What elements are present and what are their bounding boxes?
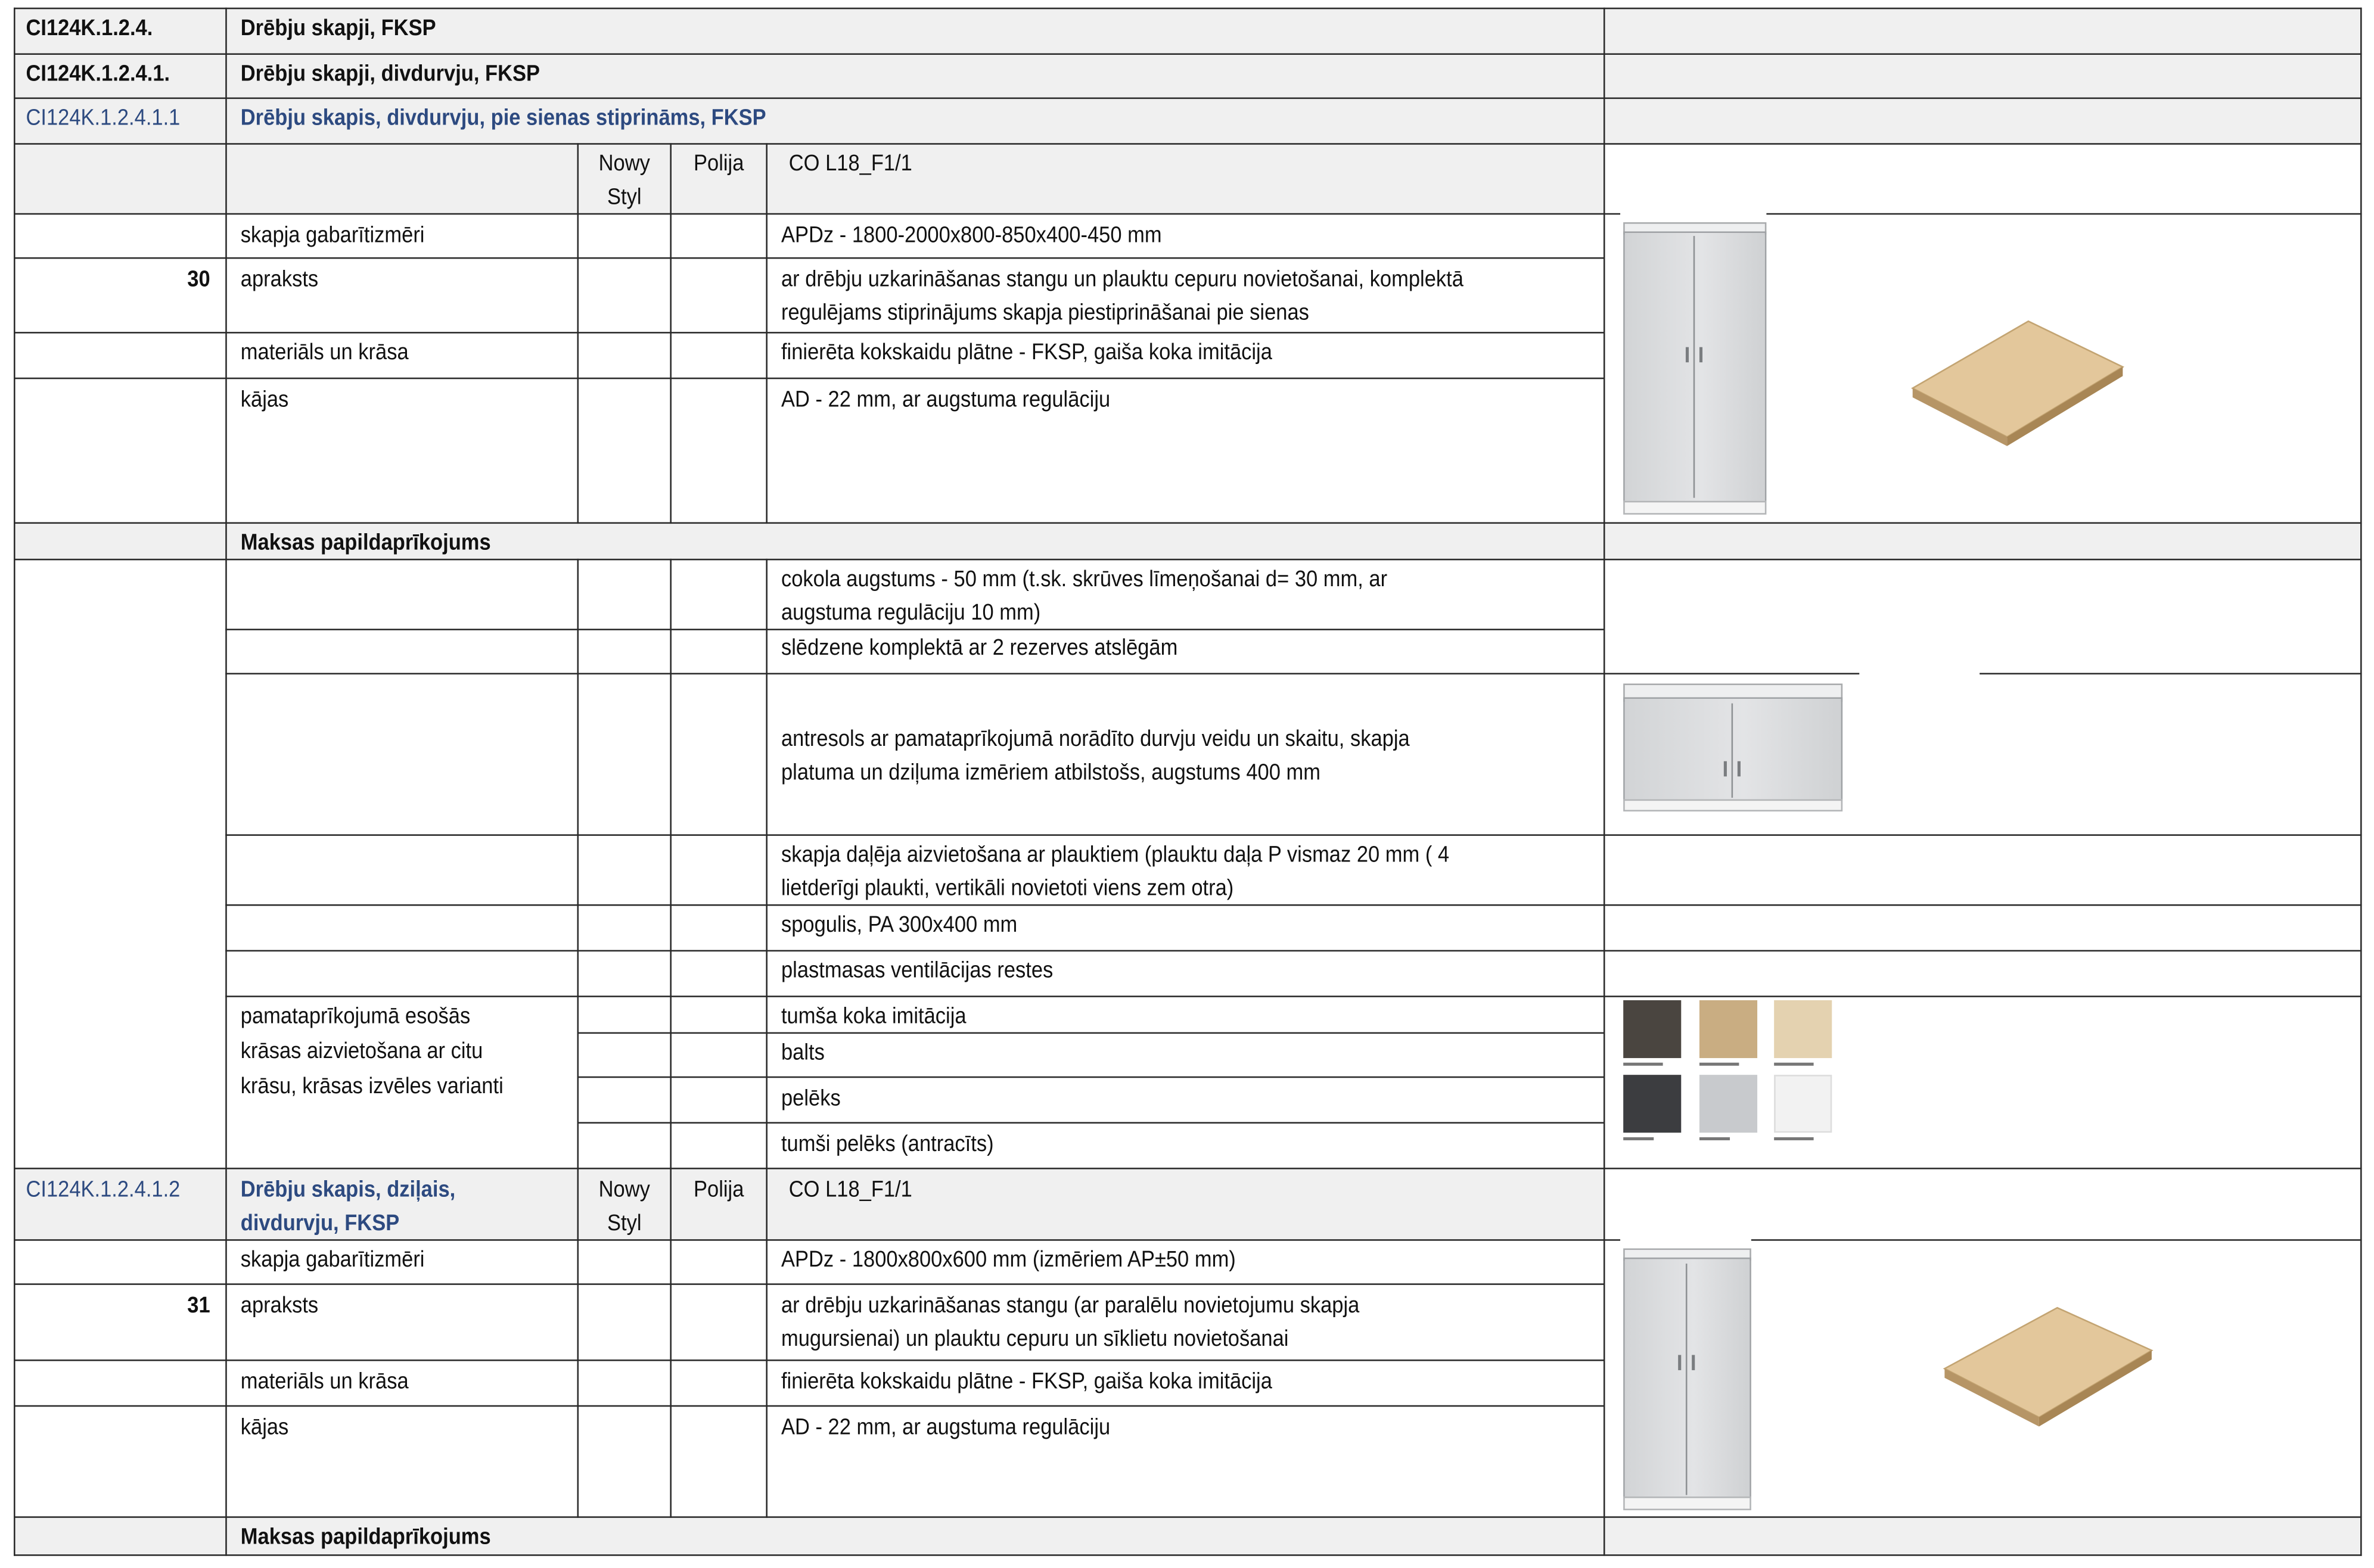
grid-line xyxy=(577,1122,1605,1124)
grid-line xyxy=(225,8,227,1556)
extra-option: antresols ar pamataprīkojumā norādīto durvju veidu un skaitu, skapja xyxy=(781,726,1410,752)
color-option: tumša koka imitācija xyxy=(781,1003,967,1029)
color-swatch xyxy=(1623,1075,1681,1133)
grid-line xyxy=(1751,1239,2362,1241)
swatch-caption xyxy=(1623,1137,1654,1140)
grid-line xyxy=(14,522,2362,524)
prop-label: materiāls un krāsa xyxy=(240,1368,409,1395)
prop-label: kājas xyxy=(240,387,289,413)
grid-line xyxy=(225,904,2361,906)
extra-option: cokola augstums - 50 mm (t.sk. skrūves līmeņošanai d= 30 mm, ar xyxy=(781,566,1388,593)
grid-line xyxy=(14,1554,2362,1556)
grid-line xyxy=(2360,8,2362,1556)
grid-line xyxy=(1604,8,1605,1556)
grid-line xyxy=(14,332,1605,334)
col-header-nowy: Nowy xyxy=(598,1177,650,1203)
swatch-caption xyxy=(1774,1137,1813,1140)
grid-line xyxy=(14,8,2362,10)
color-replace-label: krāsas aizvietošana ar citu xyxy=(240,1038,483,1065)
col-header-polija: Polija xyxy=(694,1177,744,1203)
item-code: CI124K.1.2.4.1.1 xyxy=(26,105,181,131)
prop-value: AD - 22 mm, ar augstuma regulāciju xyxy=(781,1414,1111,1441)
grid-line xyxy=(1766,213,2361,215)
grid-line xyxy=(766,143,767,524)
item-number: 31 xyxy=(187,1292,210,1319)
color-swatch xyxy=(1774,1000,1832,1058)
extra-option: lietderīgi plaukti, vertikāli novietoti viens zem otra) xyxy=(781,875,1234,901)
item-title: Drēbju skapis, divdurvju, pie sienas stiprināms, FKSP xyxy=(240,105,766,131)
extra-option: platuma un dziļuma izmēriem atbilstošs, augstums 400 mm xyxy=(781,760,1321,786)
prop-value: ar drēbju uzkarināšanas stangu (ar paralēlu novietojumu skapja xyxy=(781,1292,1360,1319)
extra-option: spogulis, PA 300x400 mm xyxy=(781,911,1018,938)
grid-line xyxy=(577,1032,1605,1034)
grid-line xyxy=(577,143,579,524)
col-header-nowy: Nowy xyxy=(598,150,650,177)
prop-label: materiāls un krāsa xyxy=(240,339,409,366)
extra-option: skapja daļēja aizvietošana ar plauktiem (plauktu daļa P vismaz 20 mm ( 4 xyxy=(781,842,1450,868)
row-title: Drēbju skapji, FKSP xyxy=(240,15,436,41)
grid-line xyxy=(1980,673,2361,675)
extras-heading: Maksas papildaprīkojums xyxy=(240,530,491,556)
extra-option: slēdzene komplektā ar 2 rezerves atslēgām xyxy=(781,634,1178,661)
row-title: Drēbju skapji, divdurvju, FKSP xyxy=(240,61,540,87)
grid-line xyxy=(577,559,579,1518)
grid-line xyxy=(225,995,2361,997)
grid-line xyxy=(225,950,2361,952)
grid-line xyxy=(14,378,1605,379)
color-replace-label: pamataprīkojumā esošās xyxy=(240,1003,471,1029)
prop-value: ar drēbju uzkarināšanas stangu un plauktu cepuru novietošanai, komplektā xyxy=(781,266,1463,293)
prop-value: finierēta kokskaidu plātne - FKSP, gaiša koka imitācija xyxy=(781,339,1272,366)
prop-value: regulējams stiprinājums skapja piestiprināšanai pie sienas xyxy=(781,300,1309,326)
item-title: divdurvju, FKSP xyxy=(240,1210,400,1237)
grid-line xyxy=(14,1516,2362,1518)
grid-line xyxy=(14,1359,1605,1361)
grid-line xyxy=(14,1405,1605,1407)
item-number: 30 xyxy=(187,266,210,293)
col-header-ref: CO L18_F1/1 xyxy=(788,1177,912,1203)
grid-line xyxy=(14,8,15,1556)
wood-panel-image xyxy=(1938,1299,2159,1443)
prop-value: finierēta kokskaidu plātne - FKSP, gaiša koka imitācija xyxy=(781,1368,1272,1395)
color-option: pelēks xyxy=(781,1085,841,1112)
col-header-ref: CO L18_F1/1 xyxy=(788,150,912,177)
col-header-styl: Styl xyxy=(607,184,642,210)
prop-value: APDz - 1800x800x600 mm (izmēriem AP±50 mm) xyxy=(781,1246,1236,1273)
grid-line xyxy=(225,834,2361,836)
prop-value: mugursienai) un plauktu cepuru un sīklietu novietošanai xyxy=(781,1326,1289,1352)
item-code: CI124K.1.2.4.1.2 xyxy=(26,1177,181,1203)
extras-heading: Maksas papildaprīkojums xyxy=(240,1524,491,1550)
prop-label: skapja gabarītizmēri xyxy=(240,1246,425,1273)
grid-line xyxy=(225,673,1859,675)
grid-line xyxy=(670,559,672,1518)
color-replace-label: krāsu, krāsas izvēles varianti xyxy=(240,1073,504,1100)
extra-option: augstuma regulāciju 10 mm) xyxy=(781,599,1041,626)
grid-line xyxy=(14,1283,1605,1285)
row-code: CI124K.1.2.4.1. xyxy=(26,61,170,87)
grid-line xyxy=(14,98,2362,99)
grid-line xyxy=(14,213,1620,215)
grid-line xyxy=(14,257,1605,259)
col-header-polija: Polija xyxy=(694,150,744,177)
swatch-caption xyxy=(1774,1063,1813,1066)
color-swatch xyxy=(1699,1075,1757,1133)
wood-panel-image xyxy=(1906,312,2127,457)
grid-line xyxy=(14,53,2362,55)
swatch-caption xyxy=(1699,1063,1739,1066)
grid-line xyxy=(670,143,672,524)
col-header-styl: Styl xyxy=(607,1210,642,1237)
prop-label: skapja gabarītizmēri xyxy=(240,222,425,248)
prop-label: kājas xyxy=(240,1414,289,1441)
color-swatch xyxy=(1699,1000,1757,1058)
prop-label: apraksts xyxy=(240,266,319,293)
color-swatch xyxy=(1623,1000,1681,1058)
swatch-caption xyxy=(1699,1137,1730,1140)
color-swatch xyxy=(1774,1075,1832,1133)
grid-line xyxy=(14,1168,2362,1169)
color-option: tumši pelēks (antracīts) xyxy=(781,1131,994,1158)
item-title: Drēbju skapis, dziļais, xyxy=(240,1177,456,1203)
grid-line xyxy=(577,1077,1605,1078)
grid-line xyxy=(766,559,767,1518)
extra-option: plastmasas ventilācijas restes xyxy=(781,957,1054,984)
row-code: CI124K.1.2.4. xyxy=(26,15,153,41)
prop-value: AD - 22 mm, ar augstuma regulāciju xyxy=(781,387,1111,413)
prop-label: apraksts xyxy=(240,1292,319,1319)
swatch-caption xyxy=(1623,1063,1663,1066)
color-option: balts xyxy=(781,1040,825,1066)
prop-value: APDz - 1800-2000x800-850x400-450 mm xyxy=(781,222,1162,248)
grid-line xyxy=(14,143,2362,145)
